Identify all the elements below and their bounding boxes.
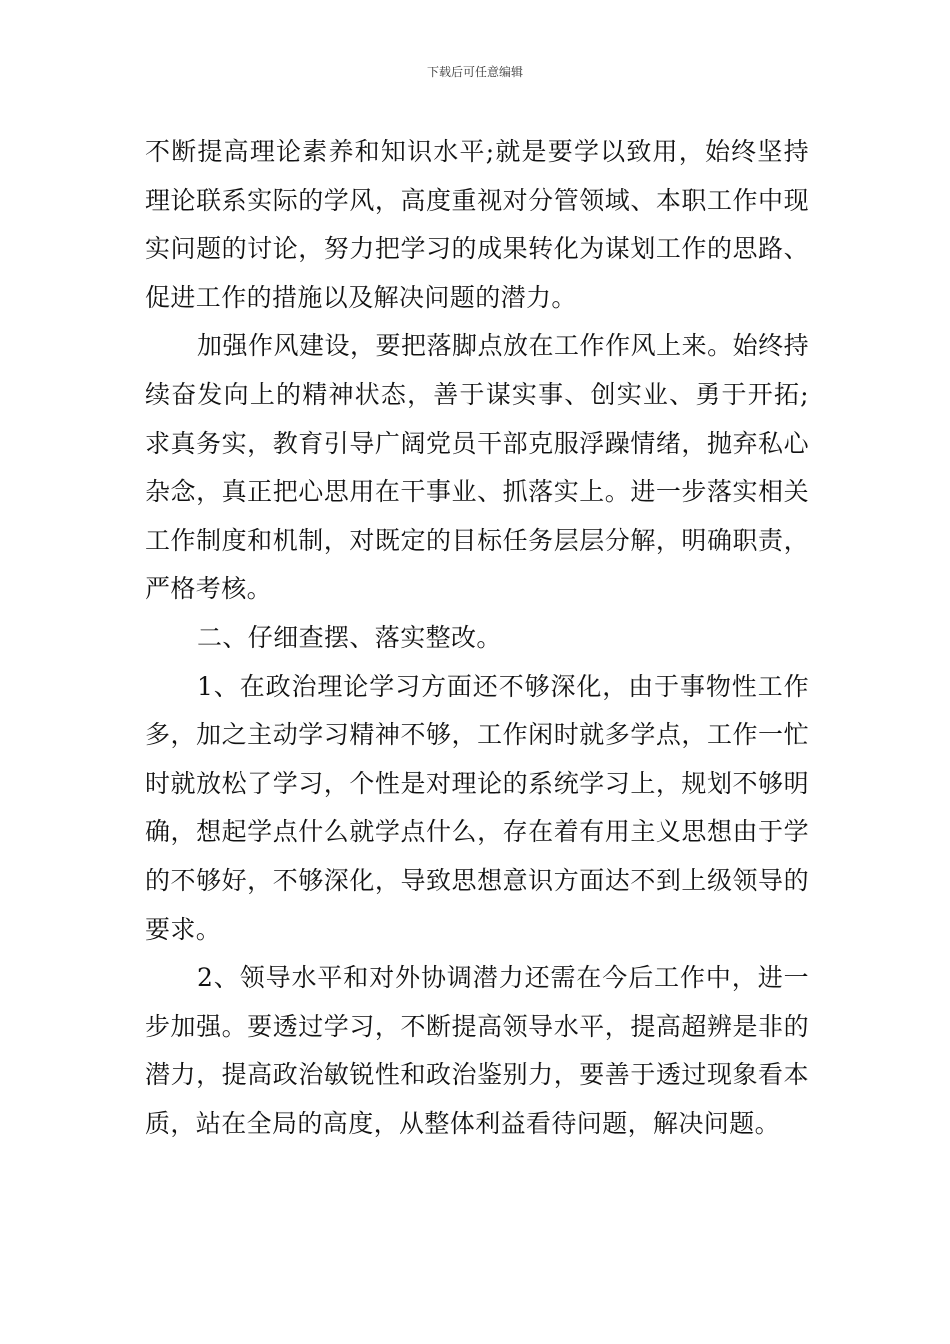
page-header: 下载后可任意编辑 [426,65,523,79]
paragraph-work-style: 加强作风建设，要把落脚点放在工作作风上来。始终持续奋发向上的精神状态，善于谋实事、创实业、勇于开拓;求真务实，教育引导广阔党员干部克服浮躁情绪，抛弃私心杂念，真正把心思用在干事业、抓落实上。进一步落实相关工作制度和机制，对既定的目标任务层层分解，明确职责，严格考核。 [145,331,809,604]
document-body [145,128,809,1148]
paragraph-continued: 不断提高理论素养和知识水平;就是要学以致用，始终坚持理论联系实际的学风，高度重视对分管领域、本职工作中现实问题的讨论，努力把学习的成果转化为谋划工作的思路、促进工作的措施以及解决问题的潜力。 [145,137,809,312]
paragraph-item-1: 1、在政治理论学习方面还不够深化，由于事物性工作多，加之主动学习精神不够，工作闲时就多学点，工作一忙时就放松了学习，个性是对理论的系统学习上，规划不够明确，想起学点什么就学点什么，存在着有用主义思想由于学的不够好，不够深化，导致思想意识方面达不到上级领导的要求。 [145,671,809,944]
paragraph-item-2: 2、领导水平和对外协调潜力还需在今后工作中，进一步加强。要透过学习，不断提高领导水平，提高超辨是非的潜力，提高政治敏锐性和政治鉴别力，要善于透过现象看本质，站在全局的高度，从整体利益看待问题，解决问题。 [145,963,809,1138]
section-heading: 二、仔细查摆、落实整改。 [197,622,502,652]
